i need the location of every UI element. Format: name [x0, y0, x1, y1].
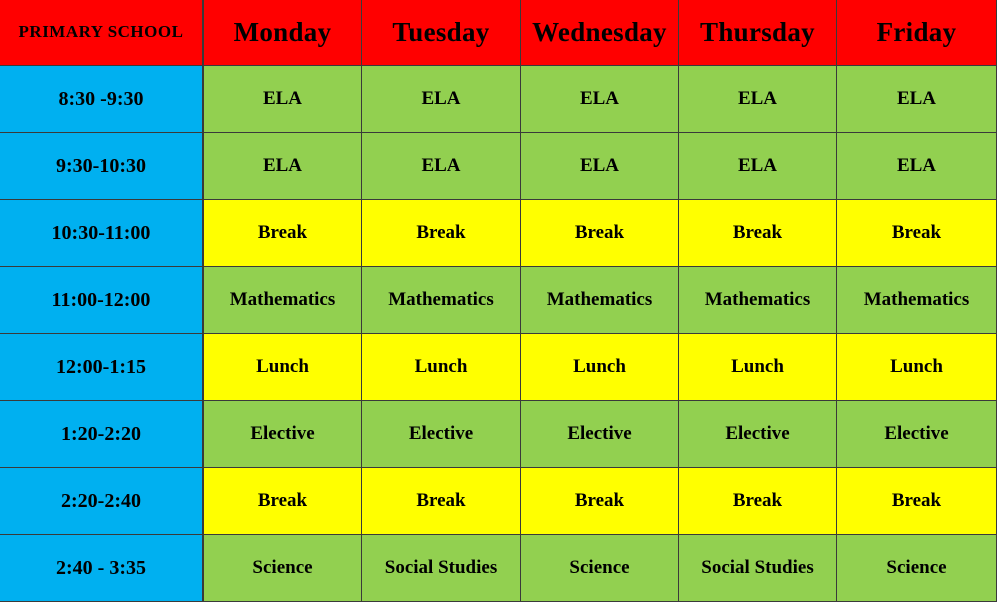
subject-cell-friday: Break [837, 200, 997, 267]
subject-cell-friday: Mathematics [837, 267, 997, 334]
corner-header: PRIMARY SCHOOL [0, 0, 204, 66]
subject-cell-monday: Science [204, 535, 362, 602]
subject-cell-tuesday: Social Studies [362, 535, 521, 602]
subject-cell-thursday: Lunch [679, 334, 837, 401]
time-slot-label: 2:20-2:40 [0, 468, 204, 535]
subject-cell-friday: ELA [837, 66, 997, 133]
day-header-tuesday: Tuesday [362, 0, 521, 66]
time-slot-label: 8:30 -9:30 [0, 66, 204, 133]
subject-cell-thursday: Social Studies [679, 535, 837, 602]
subject-cell-monday: ELA [204, 66, 362, 133]
subject-cell-tuesday: Lunch [362, 334, 521, 401]
subject-cell-friday: Elective [837, 401, 997, 468]
day-header-monday: Monday [204, 0, 362, 66]
subject-cell-wednesday: Break [521, 200, 679, 267]
subject-cell-friday: Lunch [837, 334, 997, 401]
subject-cell-monday: Elective [204, 401, 362, 468]
subject-cell-tuesday: Mathematics [362, 267, 521, 334]
time-slot-label: 10:30-11:00 [0, 200, 204, 267]
subject-cell-tuesday: Break [362, 468, 521, 535]
subject-cell-wednesday: Science [521, 535, 679, 602]
subject-cell-thursday: Mathematics [679, 267, 837, 334]
subject-cell-wednesday: ELA [521, 66, 679, 133]
subject-cell-monday: Break [204, 468, 362, 535]
subject-cell-friday: Break [837, 468, 997, 535]
subject-cell-wednesday: Lunch [521, 334, 679, 401]
day-header-friday: Friday [837, 0, 997, 66]
subject-cell-tuesday: Break [362, 200, 521, 267]
subject-cell-wednesday: ELA [521, 133, 679, 200]
subject-cell-wednesday: Mathematics [521, 267, 679, 334]
subject-cell-friday: Science [837, 535, 997, 602]
subject-cell-monday: Break [204, 200, 362, 267]
time-slot-label: 9:30-10:30 [0, 133, 204, 200]
subject-cell-monday: Lunch [204, 334, 362, 401]
subject-cell-wednesday: Elective [521, 401, 679, 468]
subject-cell-wednesday: Break [521, 468, 679, 535]
subject-cell-thursday: Break [679, 200, 837, 267]
subject-cell-tuesday: Elective [362, 401, 521, 468]
subject-cell-monday: ELA [204, 133, 362, 200]
subject-cell-thursday: ELA [679, 133, 837, 200]
time-slot-label: 1:20-2:20 [0, 401, 204, 468]
subject-cell-thursday: Break [679, 468, 837, 535]
time-slot-label: 12:00-1:15 [0, 334, 204, 401]
subject-cell-thursday: ELA [679, 66, 837, 133]
subject-cell-monday: Mathematics [204, 267, 362, 334]
subject-cell-tuesday: ELA [362, 133, 521, 200]
day-header-wednesday: Wednesday [521, 0, 679, 66]
day-header-thursday: Thursday [679, 0, 837, 66]
subject-cell-thursday: Elective [679, 401, 837, 468]
subject-cell-tuesday: ELA [362, 66, 521, 133]
time-slot-label: 2:40 - 3:35 [0, 535, 204, 602]
subject-cell-friday: ELA [837, 133, 997, 200]
time-slot-label: 11:00-12:00 [0, 267, 204, 334]
